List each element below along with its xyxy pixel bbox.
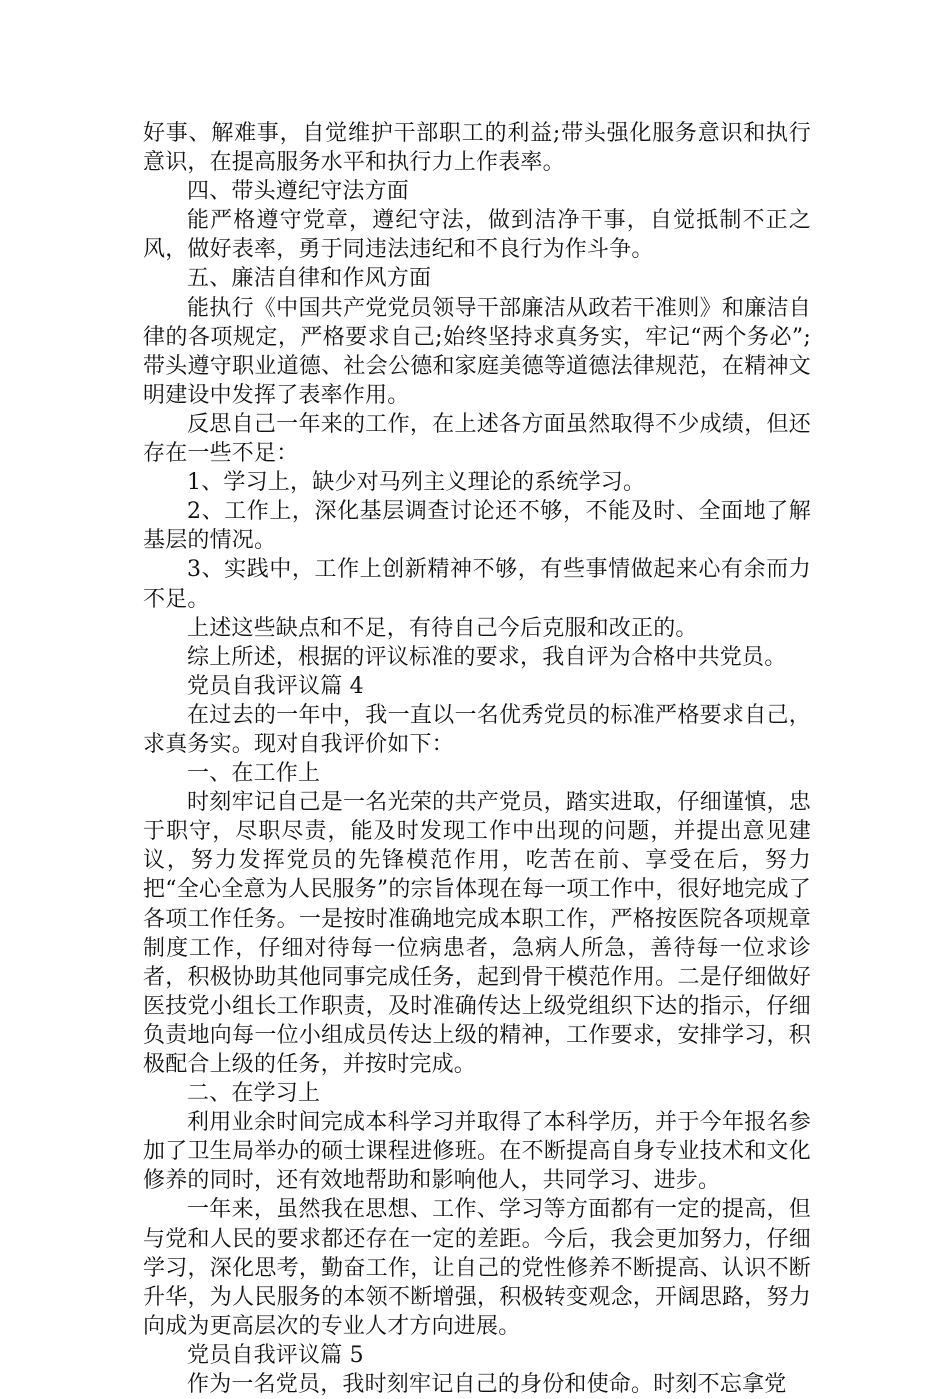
list-item: 2、工作上，深化基层调查讨论还不够，不能及时、全面地了解基层的情况。 [143, 499, 811, 554]
paragraph: 利用业余时间完成本科学习并取得了本科学历，并于今年报名参加了卫生局举办的硕士课程进修班。在不断提高自身专业技术和文化修养的同时，还有效地帮助和影响他人，共同学习、进步。 [143, 1110, 811, 1194]
section-heading: 二、在学习上 [187, 1081, 321, 1107]
article-title: 党员自我评议篇 5 [187, 1342, 364, 1368]
paragraph: 能执行《中国共产党党员领导干部廉洁从政若干准则》和廉洁自律的各项规定，严格要求自己;始终坚持求真务实，牢记“两个务必”;带头遵守职业道德、社会公德和家庭美德等道德法律规范，在精神文明建设中发挥了表率作用。 [143, 295, 811, 408]
paragraph: 反思自己一年来的工作，在上述各方面虽然取得不少成绩，但还存在一些不足： [143, 411, 811, 467]
paragraph: 时刻牢记自己是一名光荣的共产党员，踏实进取，仔细谨慎，忠于职守，尽职尽责，能及时发现工作中出现的问题，并提出意见建议，努力发挥党员的先锋模范作用，吃苦在前、享受在后，努力把“全心全意为人民服务”的宗旨体现在每一项工作中，很好地完成了各项工作任务。一是按时准确地完成本职工作，严格按医院各项规章制度工作，仔细对待每一位病患者，急病人所急，善待每一位求诊者，积极协助其他同事完成任务，起到骨干模范作用。二是仔细做好医技党小组长工作职责，及时准确传达上级党组织下达的指示，仔细负责地向每一位小组成员传达上级的精神，工作要求，安排学习，积极配合上级的任务，并按时完成。 [143, 790, 811, 1077]
paragraph: 在过去的一年中，我一直以一名优秀党员的标准严格要求自己，求真务实。现对自我评价如下： [143, 702, 811, 757]
article-title: 党员自我评议篇 4 [187, 673, 364, 699]
document-body [143, 119, 811, 1399]
list-item: 1、学习上，缺少对马列主义理论的系统学习。 [187, 470, 646, 496]
section-heading: 五、廉洁自律和作风方面 [187, 266, 432, 292]
paragraph: 上述这些缺点和不足，有待自己今后克服和改正的。 [187, 615, 698, 641]
paragraph: 一年来，虽然我在思想、工作、学习等方面都有一定的提高，但与党和人民的要求都还存在一定的差距。今后，我会更加努力，仔细学习，深化思考，勤奋工作，让自己的党性修养不断提高、认识不断升华，为人民服务的本领不断增强，积极转变观念，开阔思路，努力向成为更高层次的专业人才方向进展。 [143, 1197, 811, 1339]
paragraph: 作为一名党员，我时刻牢记自己的身份和使命。时刻不忘拿党 [187, 1372, 787, 1398]
list-item: 3、实践中，工作上创新精神不够，有些事情做起来心有余而力不足。 [143, 557, 811, 612]
section-heading: 四、带头遵纪守法方面 [187, 179, 410, 205]
paragraph: 能严格遵守党章，遵纪守法，做到洁净干事，自觉抵制不正之风，做好表率，勇于同违法违纪和不良行为作斗争。 [143, 208, 811, 263]
paragraph: 好事、解难事，自觉维护干部职工的利益;带头强化服务意识和执行意识，在提高服务水平和执行力上作表率。 [143, 121, 811, 176]
section-heading: 一、在工作上 [187, 761, 321, 787]
paragraph: 综上所述，根据的评议标准的要求，我自评为合格中共党员。 [187, 644, 787, 670]
